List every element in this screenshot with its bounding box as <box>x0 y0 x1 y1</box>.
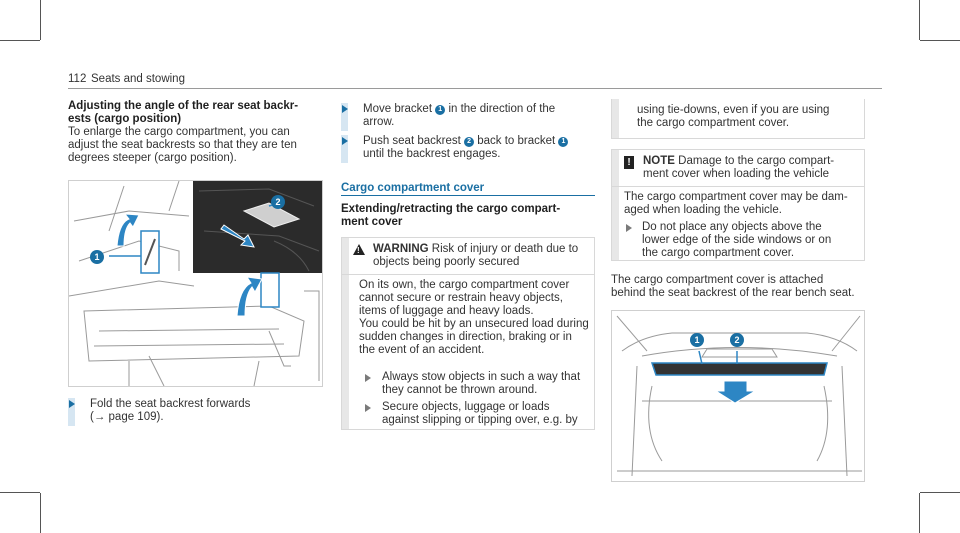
warning-body: On its own, the cargo compartment cover cannot secure or restrain heavy objects, items of luggage and heavy loads. You could be hit by an unsecured load during sudden changes in direction, braking or in the event of an accident. <box>359 279 589 356</box>
step-arrow-icon <box>69 400 75 408</box>
crop-mark <box>40 0 41 40</box>
page-header <box>68 73 882 89</box>
crop-mark <box>920 40 960 41</box>
cargo-cover-paragraph: The cargo compartment cover is attached behind the seat backrest of the rear bench seat. <box>611 274 855 299</box>
inline-callout-1: 1 <box>435 105 445 115</box>
crop-mark <box>919 493 920 533</box>
crop-mark <box>920 492 960 493</box>
crop-mark <box>919 0 920 40</box>
page-number: 112 <box>68 73 87 85</box>
section-name: Seats and stowing <box>91 73 185 85</box>
crop-mark <box>0 40 40 41</box>
warning-continuation-box: using tie-downs, even if you are using the cargo compartment cover. <box>611 99 865 139</box>
warning-label: WARNING <box>373 243 429 255</box>
crop-mark <box>0 492 40 493</box>
subheading-extending: Extending/retracting the cargo compart- ment cover <box>341 203 561 228</box>
step-arrow-icon <box>365 404 371 412</box>
callout-2: 2 <box>730 333 744 347</box>
figure-cargo-compartment <box>611 310 865 482</box>
step-move-bracket: Move bracket 1 in the direction of the arrow. <box>341 103 595 131</box>
intro-paragraph: To enlarge the cargo compartment, you can adjust the seat backrests so that they are ten degrees steeper (cargo position). <box>68 126 297 164</box>
step-arrow-icon <box>342 137 348 145</box>
note-icon: ! <box>624 156 634 169</box>
callout-2: 2 <box>271 195 285 209</box>
section-rule <box>341 195 595 196</box>
note-box: ! NOTE Damage to the cargo compart- ment cover when loading the vehicle The cargo compartment cover may be dam- aged when loading the vehicle. Do not place any objects above the lower edge of the side windows or on the cargo compartment cover. <box>611 149 865 261</box>
column-1 <box>68 100 323 165</box>
step-push-backrest: Push seat backrest 2 back to bracket 1 until the backrest engages. <box>341 135 595 163</box>
figure-rear-seat-backrest <box>68 180 323 387</box>
step-arrow-icon <box>626 224 632 232</box>
section-title-cargo-cover: Cargo compartment cover <box>341 182 485 194</box>
seat-illustration <box>69 181 323 387</box>
inline-callout-2: 2 <box>464 137 474 147</box>
warning-box: ! WARNING Risk of injury or death due to objects being poorly secured On its own, the cargo compartment cover cannot secure or restrain heavy objects, items of luggage and heavy loads. You could be hit by an unsecured load during sudden changes in direction, braking or in the event of an accident. Always stow objects in such a way that they cannot be thrown around. Secure objects, luggage or loads against slipping or tipping over, e.g. by <box>341 237 595 430</box>
step-arrow-icon <box>365 374 371 382</box>
warning-icon <box>353 244 365 255</box>
callout-1: 1 <box>690 333 704 347</box>
callout-1: 1 <box>90 250 104 264</box>
inline-callout-1: 1 <box>558 137 568 147</box>
step-fold-backrest: Fold the seat backrest forwards (→ page 109). <box>68 398 323 426</box>
step-arrow-icon <box>342 105 348 113</box>
crop-mark <box>40 493 41 533</box>
heading-adjusting-angle: Adjusting the angle of the rear seat backr- ests (cargo position) <box>68 100 299 125</box>
note-label: NOTE <box>643 155 675 167</box>
